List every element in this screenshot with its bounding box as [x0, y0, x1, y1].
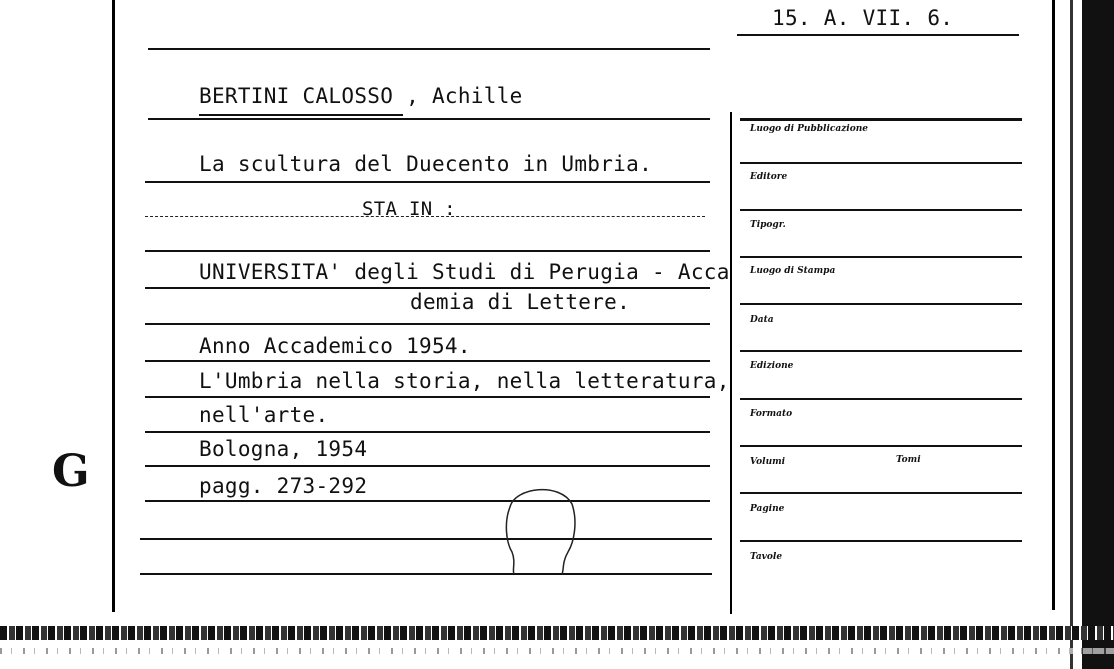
rule-umbria [145, 396, 710, 398]
field-rule-1 [740, 162, 1022, 164]
bottom-edge [0, 626, 1114, 640]
field-data: Data [750, 315, 774, 325]
field-rule-7 [740, 445, 1022, 447]
rule-bologna [145, 465, 710, 467]
rule-arte [145, 431, 710, 433]
field-tavole: Tavole [750, 552, 783, 562]
title: La scultura del Duecento in Umbria. [199, 152, 653, 176]
field-formato: Formato [750, 409, 793, 419]
shelfmark-rule [737, 34, 1019, 36]
field-tomi: Tomi [896, 455, 921, 465]
bottom-noise [0, 648, 1114, 654]
stamp-outline [490, 482, 590, 582]
rule-anno [145, 360, 710, 362]
line-arte: nell'arte. [199, 403, 329, 427]
rule-pages [145, 500, 710, 502]
blank-rule [145, 250, 710, 252]
line-anno: Anno Accademico 1954. [199, 334, 471, 358]
right-edge-dark [1082, 0, 1114, 669]
line-pages: pagg. 273-292 [199, 474, 368, 498]
field-luogo-stampa: Luogo di Stampa [750, 266, 836, 276]
line-accademia: demia di Lettere. [410, 290, 631, 314]
header-rule [148, 48, 710, 50]
field-tipogr: Tipogr. [750, 220, 786, 230]
field-luogo-pub: Luogo di Pubblicazione [750, 124, 868, 134]
field-rule-4 [740, 303, 1022, 305]
field-rule-3 [740, 256, 1022, 258]
line-umbria: L'Umbria nella storia, nella letteratura, [199, 369, 730, 393]
rule-university [145, 287, 710, 289]
shelfmark: 15. A. VII. 6. [772, 6, 954, 30]
field-rule-2 [740, 209, 1022, 211]
field-rule-6 [740, 398, 1022, 400]
line-bologna: Bologna, 1954 [199, 437, 368, 461]
line-university: UNIVERSITA' degli Studi di Perugia - Acca [199, 260, 730, 284]
field-pagine: Pagine [750, 504, 785, 514]
left-border [112, 0, 115, 612]
author-rule [148, 118, 710, 120]
author: BERTINI CALOSSO , Achille [199, 84, 523, 108]
field-editore: Editore [750, 172, 788, 182]
fields-box-left [730, 112, 732, 614]
rule-extra-1 [140, 538, 712, 540]
author-underline [199, 114, 403, 116]
rule-accademia [145, 323, 710, 325]
in-label: STA IN : [362, 198, 456, 220]
rule-extra-2 [140, 573, 712, 575]
right-border [1052, 0, 1055, 610]
field-volumi: Volumi [750, 457, 786, 467]
field-rule-5 [740, 350, 1022, 352]
field-rule-8 [740, 492, 1022, 494]
fields-top-rule [740, 118, 1022, 121]
in-rule [145, 216, 705, 218]
right-edge-shadow [1070, 0, 1073, 669]
side-letter: G [52, 446, 90, 497]
field-edizione: Edizione [750, 361, 794, 371]
title-rule [145, 181, 710, 183]
field-rule-9 [740, 540, 1022, 542]
